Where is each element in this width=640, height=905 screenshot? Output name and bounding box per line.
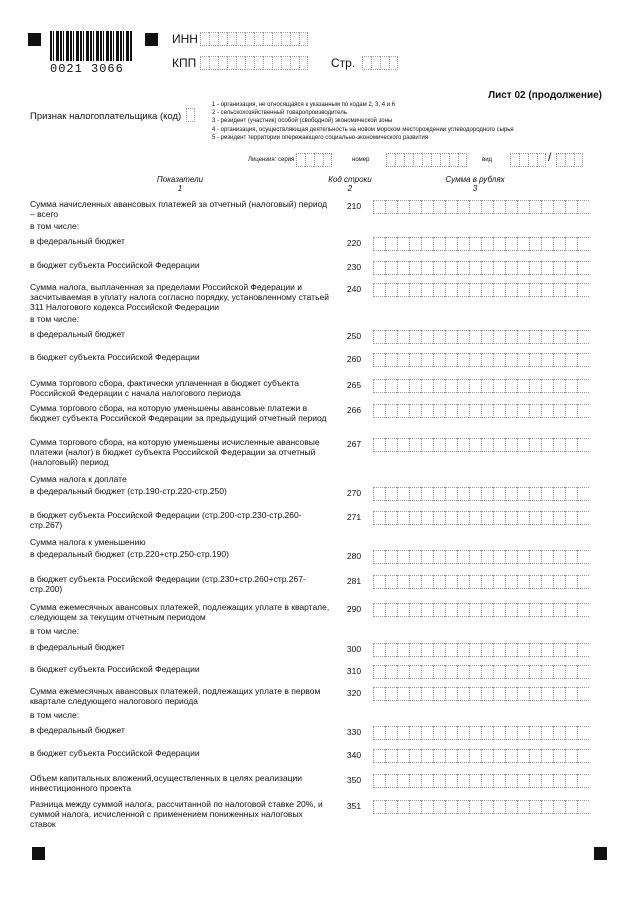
row-code: 280 (346, 551, 362, 561)
row-label: в бюджет субъекта Российской Федерации (30, 664, 200, 674)
taxpayer-sign-label: Признак налогоплательщика (код) (30, 111, 182, 122)
row-label: Сумма торгового сбора, на которую уменьшены авансовые платежи в бюджет субъекта Российской Федерации за предыдущий отчетный период (30, 403, 327, 423)
row-code: 266 (346, 405, 362, 415)
row-code: 300 (346, 644, 362, 654)
row-amount-field[interactable] (373, 404, 589, 418)
row-amount-field[interactable] (373, 550, 589, 564)
row-label: Сумма ежемесячных авансовых платежей, подлежащих уплате в квартале, следующем за текущим отчетным периодом (30, 602, 330, 622)
row-label: в федеральный бюджет (30, 329, 125, 339)
column-header-line-code: Код строки 2 (328, 175, 372, 193)
row-label: в федеральный бюджет (стр.220+стр.250-стр.190) (30, 549, 229, 559)
column-header-indicators: Показатели 1 (156, 175, 204, 193)
row-amount-field[interactable] (373, 330, 589, 344)
row-code: 240 (346, 284, 362, 294)
row-amount-field[interactable] (373, 261, 589, 275)
row-label: в том числе: (30, 710, 80, 720)
row-amount-field[interactable] (373, 487, 589, 501)
row-amount-field[interactable] (373, 200, 589, 214)
row-label: Сумма ежемесячных авансовых платежей, подлежащих уплате в первом квартале следующего налогового периода (30, 686, 321, 706)
row-amount-field[interactable] (373, 800, 589, 814)
row-amount-field[interactable] (373, 665, 589, 679)
license-type-field-2[interactable] (556, 153, 583, 167)
row-label: в том числе: (30, 314, 80, 324)
row-label: в бюджет субъекта Российской Федерации (стр.230+стр.260+стр.267-стр.200) (30, 574, 306, 594)
row-label: Сумма торгового сбора, фактически уплаченная в бюджет субъекта Российской Федерации с начала налогового периода (30, 378, 299, 398)
row-code: 281 (346, 576, 362, 586)
license-type-field[interactable] (510, 153, 546, 167)
barcode-image (50, 31, 132, 61)
row-label: в бюджет субъекта Российской Федерации (30, 748, 200, 758)
row-code: 290 (346, 604, 362, 614)
row-label: в федеральный бюджет (30, 725, 125, 735)
row-label: Объем капитальных вложений,осуществленных в целях реализации инвестиционного проекта (30, 773, 302, 793)
license-number-field[interactable] (386, 153, 467, 167)
inn-label: ИНН (172, 32, 198, 46)
barcode-number: 0021 3066 (50, 62, 124, 76)
row-label: в том числе: (30, 221, 80, 231)
column-header-amount: Сумма в рублях 3 (445, 175, 505, 193)
corner-marker-top-right (145, 33, 158, 46)
page-label: Стр. (331, 56, 356, 70)
row-label: Сумма налога к уменьшению (30, 537, 146, 547)
row-label: Сумма начисленных авансовых платежей за отчетный (налоговый) период – всего (30, 199, 328, 219)
row-label: Сумма налога к доплате (30, 474, 127, 484)
row-amount-field[interactable] (373, 726, 589, 740)
row-label: Сумма торгового сбора, на которую уменьшены исчисленные авансовые платежи (налог) в бюджет субъекта Российской Федерации за отчетный (налоговый) период (30, 437, 320, 467)
taxpayer-sign-field[interactable] (186, 108, 195, 122)
taxpayer-sign-codes: 1 - организация, не относящаяся к указанным по кодам 2, 3, 4 и 6 2 - сельскохозяйственный товаропроизводитель 3 - резидент (участник) особой (свободной) экономической зоны 4 - организация, осуществляющая деятельность на новом морском месторождении углеводородного сырья 5 - резидент территории опережающего социально-экономического развития (212, 102, 514, 141)
inn-field[interactable] (200, 32, 308, 46)
row-label: Сумма налога, выплаченная за пределами Российской Федерации и засчитываемая в уплату налога согласно порядку, установленному статьей 311 Налогового кодекса Российской Федерации (30, 282, 329, 312)
row-code: 320 (346, 688, 362, 698)
row-code: 350 (346, 775, 362, 785)
corner-marker-bottom-left (32, 847, 45, 860)
row-code: 310 (346, 666, 362, 676)
row-amount-field[interactable] (373, 511, 589, 525)
row-amount-field[interactable] (373, 438, 589, 452)
row-code: 270 (346, 488, 362, 498)
row-code: 250 (346, 331, 362, 341)
row-label: в бюджет субъекта Российской Федерации (стр.200-стр.230-стр.260-стр.267) (30, 510, 302, 530)
row-label: в бюджет субъекта Российской Федерации (30, 352, 200, 362)
license-series-field[interactable] (296, 153, 332, 167)
corner-marker-top-left (28, 33, 41, 46)
row-amount-field[interactable] (373, 379, 589, 393)
row-amount-field[interactable] (373, 687, 589, 701)
row-code: 330 (346, 727, 362, 737)
kpp-field[interactable] (200, 56, 308, 70)
row-label: в том числе: (30, 626, 80, 636)
row-label: в федеральный бюджет (стр.190-стр.220-стр.250) (30, 486, 227, 496)
license-series-label: Лицензия: серия (248, 157, 295, 163)
row-code: 260 (346, 354, 362, 364)
row-amount-field[interactable] (373, 643, 589, 657)
row-code: 220 (346, 238, 362, 248)
row-amount-field[interactable] (373, 353, 589, 367)
page-field[interactable] (362, 56, 398, 70)
row-code: 351 (346, 801, 362, 811)
row-label: Разница между суммой налога, рассчитанной по налоговой ставке 20%, и суммой налога, исчисленной с применением пониженных налоговых ставок (30, 799, 323, 829)
row-code: 265 (346, 380, 362, 390)
row-amount-field[interactable] (373, 575, 589, 589)
row-amount-field[interactable] (373, 283, 589, 297)
license-number-label: номер (352, 157, 370, 163)
license-slash: / (548, 150, 552, 164)
row-code: 340 (346, 750, 362, 760)
row-code: 230 (346, 262, 362, 272)
row-label: в федеральный бюджет (30, 642, 125, 652)
row-label: в бюджет субъекта Российской Федерации (30, 260, 200, 270)
row-code: 267 (346, 439, 362, 449)
row-code: 210 (346, 201, 362, 211)
sheet-title: Лист 02 (продолжение) (488, 90, 602, 101)
kpp-label: КПП (172, 56, 197, 70)
row-amount-field[interactable] (373, 603, 589, 617)
license-type-label: вид (482, 157, 493, 163)
row-amount-field[interactable] (373, 237, 589, 251)
row-code: 271 (346, 512, 362, 522)
row-amount-field[interactable] (373, 774, 589, 788)
row-amount-field[interactable] (373, 749, 589, 763)
row-label: в федеральный бюджет (30, 236, 125, 246)
corner-marker-bottom-right (594, 847, 607, 860)
